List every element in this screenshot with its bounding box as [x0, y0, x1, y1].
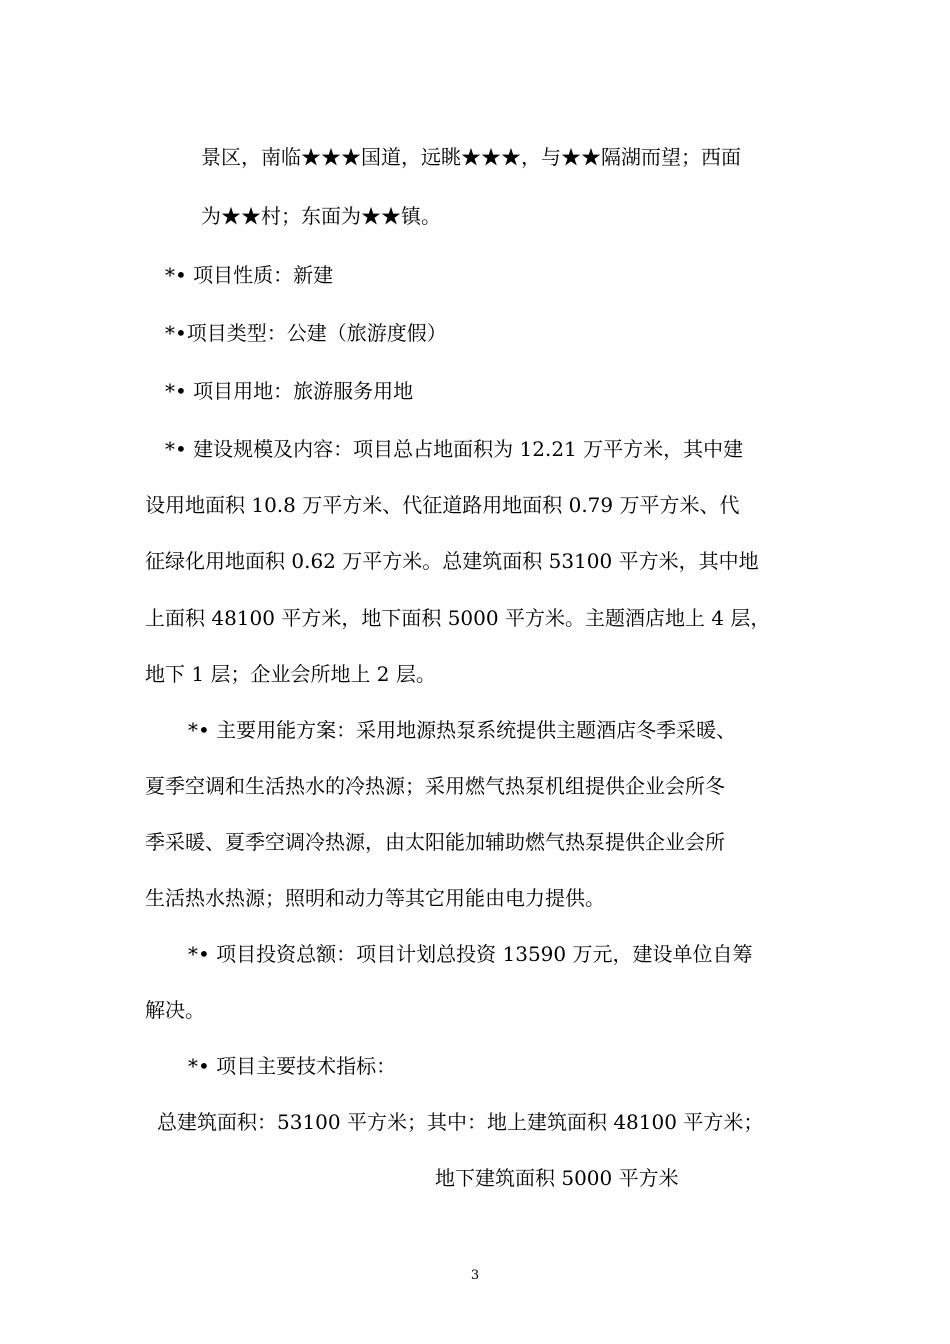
text-line: 生活热水热源；照明和动力等其它用能由电力提供。 [145, 886, 605, 910]
bullet-project-type: *•项目类型：公建（旅游度假） [165, 321, 447, 345]
text-line: 地下建筑面积 5000 平方米 [435, 1166, 679, 1190]
bullet-project-nature: *• 项目性质：新建 [165, 263, 334, 287]
text-line: 夏季空调和生活热水的冷热源；采用燃气热泵机组提供企业会所冬 [145, 774, 725, 798]
bullet-technical-indicators: *• 项目主要技术指标： [188, 1054, 397, 1078]
text-line: 总建筑面积：53100 平方米；其中：地上建筑面积 48100 平方米； [157, 1110, 764, 1134]
page-number: 3 [470, 1268, 480, 1283]
text-line: 地下 1 层；企业会所地上 2 层。 [145, 662, 436, 686]
bullet-investment: *• 项目投资总额：项目计划总投资 13590 万元，建设单位自筹 [188, 942, 753, 966]
text-line: 设用地面积 10.8 万平方米、代征道路用地面积 0.79 万平方米、代 [145, 493, 740, 517]
bullet-construction-scale: *• 建设规模及内容：项目总占地面积为 12.21 万平方米，其中建 [165, 437, 744, 461]
text-line: 季采暖、夏季空调冷热源，由太阳能加辅助燃气热泵提供企业会所 [145, 830, 725, 854]
text-line: 解决。 [145, 998, 205, 1022]
bullet-project-land: *• 项目用地：旅游服务用地 [165, 379, 414, 403]
text-line: 上面积 48100 平方米，地下面积 5000 平方米。主题酒店地上 4 层， [145, 606, 771, 630]
bullet-energy-plan: *• 主要用能方案：采用地源热泵系统提供主题酒店冬季采暖、 [188, 718, 737, 742]
text-line: 景区，南临★★★国道，远眺★★★，与★★隔湖而望；西面 [201, 145, 741, 169]
text-line: 征绿化用地面积 0.62 万平方米。总建筑面积 53100 平方米，其中地 [145, 549, 759, 573]
text-line: 为★★村；东面为★★镇。 [201, 204, 441, 228]
